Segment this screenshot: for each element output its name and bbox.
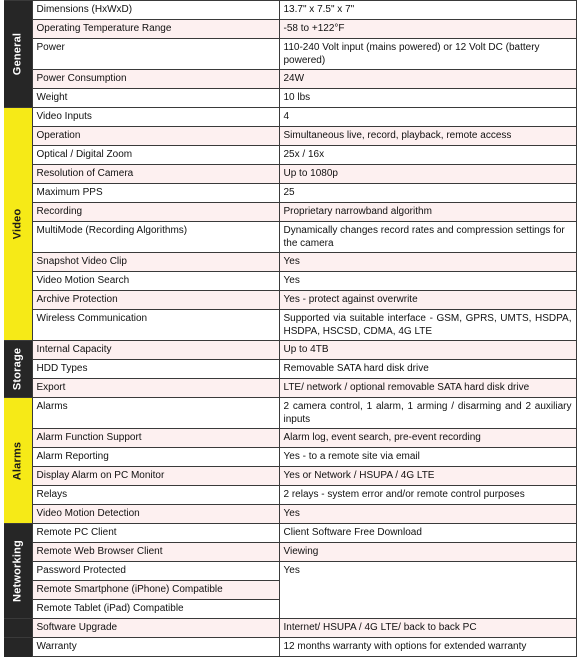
row-label: Alarm Function Support [32, 429, 279, 448]
row-label: Resolution of Camera [32, 165, 279, 184]
category-networking [4, 524, 32, 619]
row-value: Proprietary narrowband algorithm [279, 203, 576, 222]
row-value: LTE/ network / optional removable SATA hard disk drive [279, 379, 576, 398]
row-label: Export [32, 379, 279, 398]
row-value: 2 relays - system error and/or remote control purposes [279, 486, 576, 505]
row-value: Yes or Network / HSUPA / 4G LTE [279, 467, 576, 486]
row-value: Yes [279, 253, 576, 272]
row-label: Internal Capacity [32, 341, 279, 360]
table-row [4, 184, 576, 203]
row-label: Remote Smartphone (iPhone) Compatible [32, 581, 279, 600]
table-row [4, 467, 576, 486]
row-value: 13.7" x 7.5" x 7" [279, 1, 576, 20]
table-row [4, 146, 576, 165]
table-row [4, 341, 576, 360]
spec-table [4, 0, 577, 657]
category-storage [4, 341, 32, 398]
row-label: HDD Types [32, 360, 279, 379]
table-row [4, 448, 576, 467]
row-value: 25x / 16x [279, 146, 576, 165]
table-row [4, 127, 576, 146]
category-general [4, 1, 32, 108]
row-label: Power Consumption [32, 70, 279, 89]
table-row [4, 108, 576, 127]
category-video [4, 108, 32, 341]
row-value: 4 [279, 108, 576, 127]
row-value: Up to 1080p [279, 165, 576, 184]
table-row [4, 1, 576, 20]
row-value: 2 camera control, 1 alarm, 1 arming / disarming and 2 auxiliary inputs [279, 398, 576, 429]
category-label: Networking [11, 540, 24, 602]
row-value: Yes [279, 272, 576, 291]
row-value: Up to 4TB [279, 341, 576, 360]
row-label: Relays [32, 486, 279, 505]
row-value: 10 lbs [279, 89, 576, 108]
row-value: 25 [279, 184, 576, 203]
category-label: Alarms [11, 441, 24, 480]
row-label: Dimensions (HxWxD) [32, 1, 279, 20]
row-value: Viewing [279, 543, 576, 562]
row-value: Removable SATA hard disk drive [279, 360, 576, 379]
row-label: Operation [32, 127, 279, 146]
table-row [4, 70, 576, 89]
row-value: Dynamically changes record rates and compression settings for the camera [279, 222, 576, 253]
row-label: Snapshot Video Clip [32, 253, 279, 272]
row-value: Yes - to a remote site via email [279, 448, 576, 467]
row-label: Alarms [32, 398, 279, 429]
row-label: Remote Tablet (iPad) Compatible [32, 600, 279, 619]
category-label: General [11, 32, 24, 76]
row-value: Simultaneous live, record, playback, remote access [279, 127, 576, 146]
row-label: Alarm Reporting [32, 448, 279, 467]
table-row [4, 291, 576, 310]
row-label: Video Motion Search [32, 272, 279, 291]
row-value: Alarm log, event search, pre-event recording [279, 429, 576, 448]
table-row [4, 638, 576, 657]
table-row [4, 272, 576, 291]
table-row [4, 562, 576, 581]
table-row [4, 505, 576, 524]
row-value: Internet/ HSUPA / 4G LTE/ back to back PC [279, 619, 576, 638]
table-row [4, 543, 576, 562]
row-label: Recording [32, 203, 279, 222]
row-label: Password Protected [32, 562, 279, 581]
row-value: Yes [279, 562, 576, 619]
row-label: Video Inputs [32, 108, 279, 127]
row-label: Remote Web Browser Client [32, 543, 279, 562]
table-row [4, 429, 576, 448]
table-row [4, 222, 576, 253]
row-label: Video Motion Detection [32, 505, 279, 524]
row-value: 110-240 Volt input (mains powered) or 12 Volt DC (battery powered) [279, 39, 576, 70]
table-row [4, 379, 576, 398]
category-blank [4, 638, 32, 657]
category-label: Video [11, 208, 24, 240]
row-label: Display Alarm on PC Monitor [32, 467, 279, 486]
row-value: -58 to +122°F [279, 20, 576, 39]
category-alarms [4, 398, 32, 524]
table-row [4, 20, 576, 39]
row-label: Archive Protection [32, 291, 279, 310]
row-label: Warranty [32, 638, 279, 657]
row-label: Power [32, 39, 279, 70]
category-label: Storage [11, 347, 24, 391]
row-label: Remote PC Client [32, 524, 279, 543]
table-row [4, 619, 576, 638]
row-value: 12 months warranty with options for extended warranty [279, 638, 576, 657]
table-row [4, 360, 576, 379]
table-row [4, 39, 576, 70]
table-row [4, 398, 576, 429]
table-row [4, 203, 576, 222]
row-value: 24W [279, 70, 576, 89]
row-label: Optical / Digital Zoom [32, 146, 279, 165]
table-row [4, 310, 576, 341]
category-blank [4, 619, 32, 638]
row-label: Maximum PPS [32, 184, 279, 203]
row-value: Supported via suitable interface - GSM, GPRS, UMTS, HSDPA, HSDPA, HSCSD, CDMA, 4G LTE [279, 310, 576, 341]
table-row [4, 486, 576, 505]
row-label: Software Upgrade [32, 619, 279, 638]
row-label: Wireless Communication [32, 310, 279, 341]
row-label: Operating Temperature Range [32, 20, 279, 39]
table-row [4, 165, 576, 184]
row-value: Yes - protect against overwrite [279, 291, 576, 310]
table-row [4, 89, 576, 108]
table-row [4, 253, 576, 272]
table-row [4, 524, 576, 543]
row-label: MultiMode (Recording Algorithms) [32, 222, 279, 253]
row-value: Client Software Free Download [279, 524, 576, 543]
row-label: Weight [32, 89, 279, 108]
row-value: Yes [279, 505, 576, 524]
